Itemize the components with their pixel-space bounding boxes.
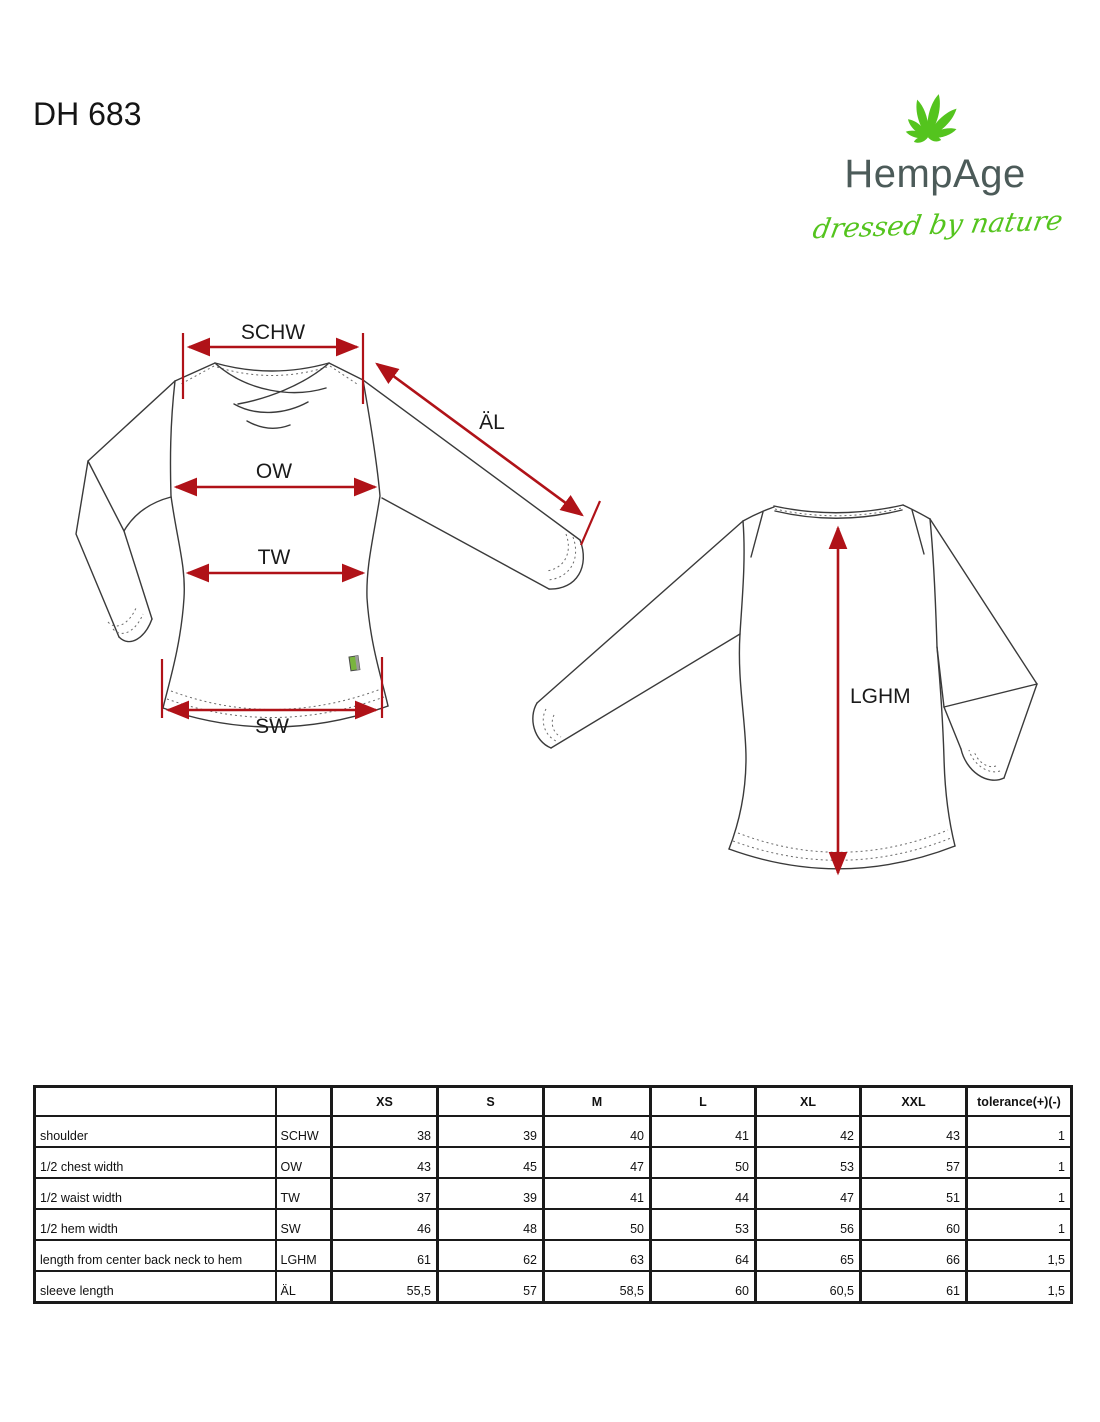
cell-value: 56 <box>756 1209 861 1240</box>
header-size-xxl: XXL <box>861 1087 967 1117</box>
cell-value: 60 <box>651 1271 756 1303</box>
cuff-stitch <box>543 709 556 741</box>
table-header-row <box>35 1087 1072 1117</box>
cell-value: 1 <box>967 1147 1072 1178</box>
cell-value: 41 <box>544 1178 651 1209</box>
row-code: TW <box>276 1178 332 1209</box>
cell-value: 66 <box>861 1240 967 1271</box>
cell-value: 44 <box>651 1178 756 1209</box>
cuff-stitch <box>969 750 1000 772</box>
hem-stitch <box>171 689 381 710</box>
cell-value: 53 <box>651 1209 756 1240</box>
shoulder-right <box>329 363 363 380</box>
back-raglan-right <box>912 510 924 554</box>
cell-value: 63 <box>544 1240 651 1271</box>
cell-value: 62 <box>438 1240 544 1271</box>
cuff-stitch <box>546 534 568 571</box>
back-shoulder-left <box>743 507 774 521</box>
neckline <box>215 363 329 371</box>
row-label: length from center back neck to hem <box>35 1240 276 1271</box>
header-tolerance: tolerance(+)(-) <box>967 1087 1072 1117</box>
ael-measure-arrow <box>377 364 582 515</box>
cell-value: 43 <box>861 1116 967 1147</box>
sw-label: SW <box>255 715 289 738</box>
page-title: DH 683 <box>33 96 142 132</box>
cell-value: 58,5 <box>544 1271 651 1303</box>
sleeve-left-inner <box>124 497 171 619</box>
header-size-xs: XS <box>332 1087 438 1117</box>
cowl-fold <box>216 364 326 393</box>
back-view-drawing <box>533 505 1037 869</box>
cell-value: 45 <box>438 1147 544 1178</box>
body-side-left <box>163 381 184 708</box>
cell-value: 60 <box>861 1209 967 1240</box>
cell-value: 1,5 <box>967 1271 1072 1303</box>
cell-value: 57 <box>861 1147 967 1178</box>
ow-label: OW <box>255 460 293 483</box>
cell-value: 37 <box>332 1178 438 1209</box>
row-code: SW <box>276 1209 332 1240</box>
row-code: SCHW <box>276 1116 332 1147</box>
back-sleeve-right-fold <box>1004 684 1037 778</box>
cell-value: 64 <box>651 1240 756 1271</box>
cell-value: 40 <box>544 1116 651 1147</box>
cell-value: 42 <box>756 1116 861 1147</box>
cuff-stitch <box>113 614 143 633</box>
table-row-waist <box>35 1178 1072 1209</box>
hem-tag <box>349 656 360 671</box>
back-sleeve-left-inner <box>551 634 740 748</box>
cell-value: 48 <box>438 1209 544 1240</box>
header-empty-desc <box>35 1087 276 1117</box>
back-body-left <box>729 521 746 849</box>
back-sleeve-left-cuff <box>533 703 551 748</box>
size-table <box>33 1085 1073 1304</box>
cell-value: 55,5 <box>332 1271 438 1303</box>
cell-value: 51 <box>861 1178 967 1209</box>
front-view-drawing <box>76 363 583 727</box>
back-neck-outer <box>774 505 903 513</box>
cell-value: 43 <box>332 1147 438 1178</box>
brand-wordmark: HempAge <box>844 152 1026 196</box>
cell-value: 39 <box>438 1178 544 1209</box>
back-neck-inner <box>775 510 902 518</box>
cell-value: 47 <box>756 1178 861 1209</box>
tw-label: TW <box>257 546 291 569</box>
table-row-sleeve <box>35 1271 1072 1303</box>
cuff-stitch <box>552 715 561 737</box>
row-code: OW <box>276 1147 332 1178</box>
table-row-chest <box>35 1147 1072 1178</box>
cuff-stitch <box>108 608 136 626</box>
shoulder-left <box>175 363 215 381</box>
back-sleeve-right-crease <box>944 684 1037 707</box>
header-size-l: L <box>651 1087 756 1117</box>
back-raglan-left <box>751 512 763 557</box>
row-code: ÄL <box>276 1271 332 1303</box>
sleeve-right-inner <box>382 498 549 589</box>
header-size-s: S <box>438 1087 544 1117</box>
table-row-length <box>35 1240 1072 1271</box>
cell-value: 1,5 <box>967 1240 1072 1271</box>
header-size-xl: XL <box>756 1087 861 1117</box>
cell-value: 65 <box>756 1240 861 1271</box>
row-label: sleeve length <box>35 1271 276 1303</box>
sleeve-right-cuff <box>549 540 583 589</box>
cell-value: 1 <box>967 1178 1072 1209</box>
back-hem-edge <box>729 846 955 869</box>
cell-value: 1 <box>967 1116 1072 1147</box>
cell-value: 41 <box>651 1116 756 1147</box>
back-hem-stitch <box>733 838 951 860</box>
front-measurements <box>162 321 600 738</box>
sleeve-left-cuff <box>119 619 152 642</box>
cuff-stitch <box>974 751 996 767</box>
back-measurements <box>838 528 911 873</box>
cell-value: 50 <box>651 1147 756 1178</box>
cell-value: 38 <box>332 1116 438 1147</box>
sleeve-right-outer <box>363 380 580 540</box>
cell-value: 39 <box>438 1116 544 1147</box>
body-side-right <box>363 380 388 706</box>
header-empty-code <box>276 1087 332 1117</box>
back-sleeve-right-outer <box>930 519 1037 684</box>
back-hem-stitch <box>738 830 948 852</box>
row-code: LGHM <box>276 1240 332 1271</box>
cuff-stitch <box>548 537 576 580</box>
cell-value: 61 <box>861 1271 967 1303</box>
ael-label: ÄL <box>479 411 505 434</box>
cell-value: 61 <box>332 1240 438 1271</box>
schw-label: SCHW <box>240 321 306 344</box>
row-label: shoulder <box>35 1116 276 1147</box>
cell-value: 1 <box>967 1209 1072 1240</box>
cowl-fold <box>247 421 290 428</box>
header-size-m: M <box>544 1087 651 1117</box>
back-sleeve-left-outer <box>537 521 743 703</box>
cowl-fold <box>234 402 308 412</box>
sleeve-left-crease <box>88 461 124 531</box>
row-label: 1/2 hem width <box>35 1209 276 1240</box>
brand-tagline: dressed by nature <box>810 205 1066 246</box>
cell-value: 46 <box>332 1209 438 1240</box>
back-body-right <box>930 519 955 846</box>
ael-extension-line <box>581 501 600 545</box>
raglan-stitch-left <box>181 366 214 384</box>
table-row-shoulder <box>35 1116 1072 1147</box>
cell-value: 53 <box>756 1147 861 1178</box>
lghm-label: LGHM <box>850 685 911 708</box>
back-shoulder-right <box>903 505 930 519</box>
cell-value: 60,5 <box>756 1271 861 1303</box>
back-sleeve-right-inner <box>944 707 961 749</box>
cell-value: 50 <box>544 1209 651 1240</box>
cell-value: 57 <box>438 1271 544 1303</box>
back-sleeve-right-cuff <box>961 749 1004 780</box>
table-row-hem <box>35 1209 1072 1240</box>
row-label: 1/2 chest width <box>35 1147 276 1178</box>
sleeve-left-outer <box>76 381 175 637</box>
row-label: 1/2 waist width <box>35 1178 276 1209</box>
cell-value: 47 <box>544 1147 651 1178</box>
